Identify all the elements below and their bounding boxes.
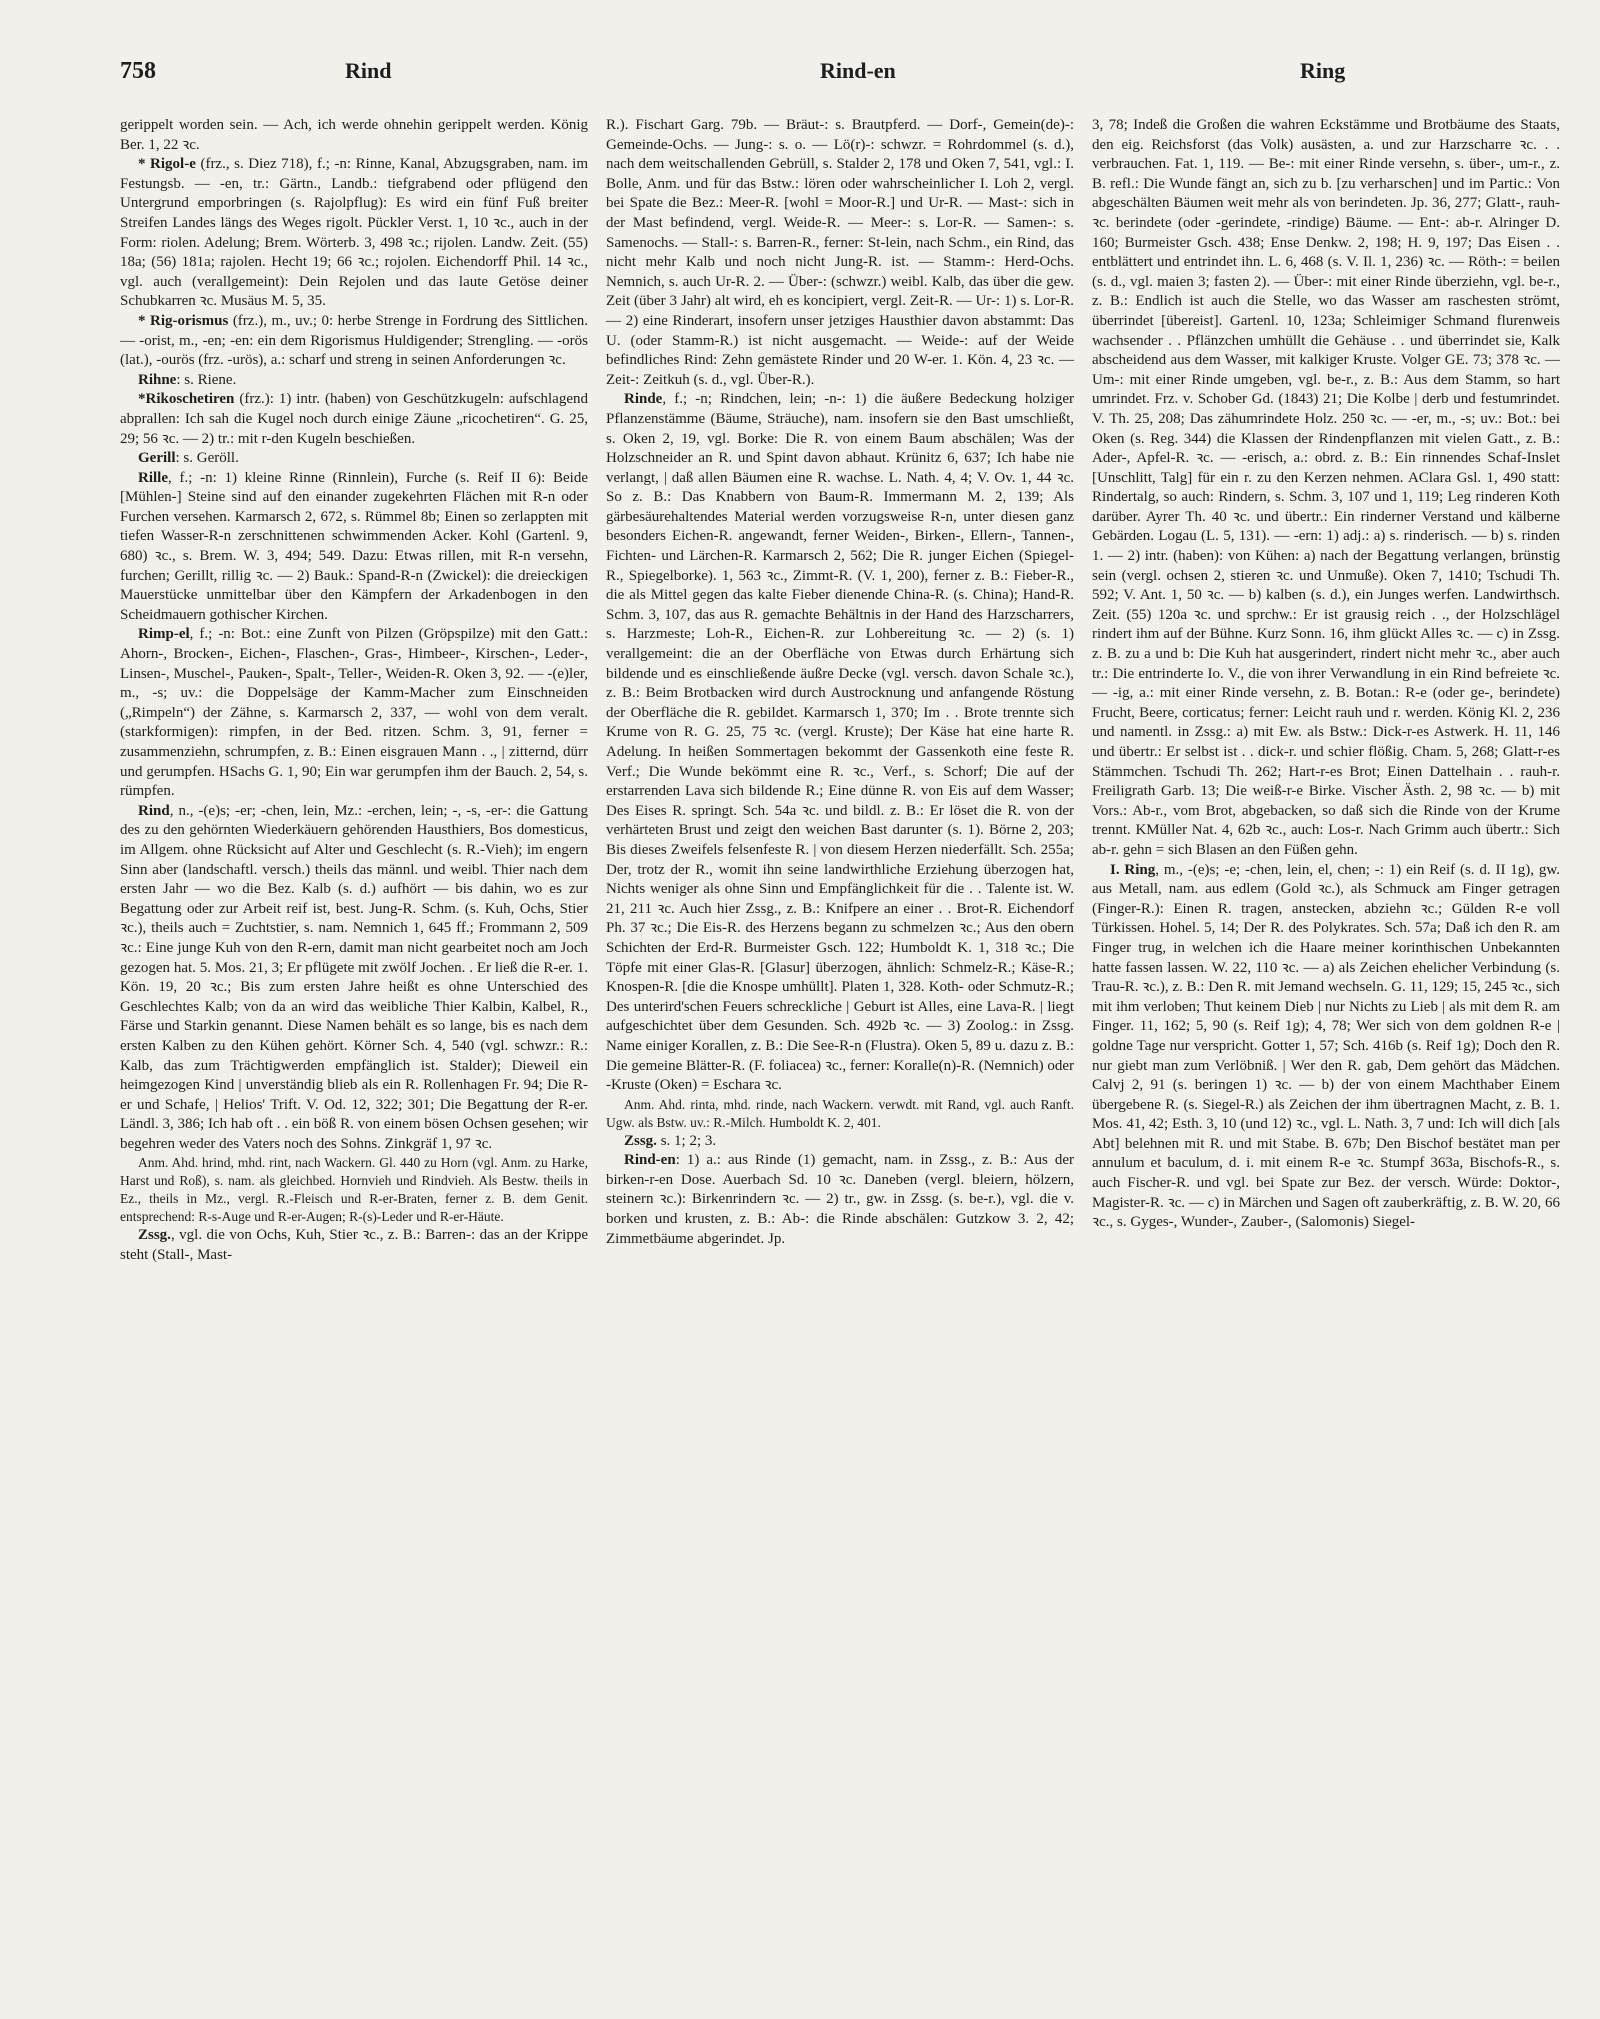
column-1 xyxy=(120,116,588,1996)
headword: Zssg. xyxy=(624,1132,657,1149)
running-header xyxy=(120,50,1560,90)
entry-continuation xyxy=(120,116,588,155)
headword: Rille xyxy=(138,469,168,486)
entry-rihne xyxy=(120,371,588,391)
entry-rind xyxy=(120,802,588,1155)
headword: Rihne xyxy=(138,371,177,388)
entry-gerill xyxy=(120,449,588,469)
column-3 xyxy=(1092,116,1560,1996)
entry-text: : s. Geröll. xyxy=(175,450,239,467)
headword: Rind-en xyxy=(624,1152,676,1169)
entry-rinde xyxy=(606,390,1074,1095)
entry-text: : 1) a.: aus Rinde (1) gemacht, nam. in Zssg., z. B.: Aus der birken-r-en Dose. Auerbach Sd. 10 ꝛc. Daneben (vergl. bleiern, hölzern, steinern ꝛc.): Birkenrindern ꝛc. — 2) tr., gw. in Zssg. (s. be-r.), vgl. die v. borken und krusten, z. B.: Ab-: die Rinde abschälen: Gutzkow 3. 2, 42; Zimmetbäume abgerindet. Jp. xyxy=(606,1152,1074,1247)
running-head-right: Ring xyxy=(1300,58,1346,83)
column-2 xyxy=(606,116,1074,1996)
headword: * Rig-orismus xyxy=(138,312,229,329)
headword: I. Ring xyxy=(1110,861,1156,878)
entry-text: (frz., s. Diez 718), f.; -n: Rinne, Kanal, Abzugsgraben, nam. im Festungsb. — -en, tr.: Gärtn., Landb.: tiefgrabend oder pflügend den Untergrund emporbringen (s. Rajolpflug): Es wird ein fünf Fuß breiter Streifen Landes längs des Weges rigolt. Pückler Verst. 1, 10 ꝛc., auch in der Form: riolen. Adelung; Brem. Wörterb. 3, 498 ꝛc.; rijolen. Landw. Zeit. (55) 18a; (56) 181a; rajolen. Hecht 19; 66 ꝛc.; rojolen. Eichendorff Phil. 14 ꝛc., vgl. auch (verallgemeint): Dein Rejolen und das laute Getöse deiner Schubkarren ꝛc. Musäus M. 5, 35. xyxy=(120,156,589,310)
entry-text: , f.; -n: 1) kleine Rinne (Rinnlein), Furche (s. Reif II 6): Beide [Mühlen-] Steine sind auf den einander zugekehrten Flächen mit R-n oder Furchen versehen. Karmarsch 2, 672, s. Rümmel 8b; Einen so zerlappten mit tiefen Wasser-R-n zerschnittenen schwimmenden Acker. Kohl (Gartenl. 9, 680) ꝛc., s. Brem. W. 3, 494; 549. Dazu: Etwas rillen, mit R-n versehn, furchen; Gerillt, rillig ꝛc. — 2) Bauk.: Spand-R-n (Zwickel): die dreieckigen Mauerstücke unmittelbar über den Kämpfern der Arkadenbogen in den Scheidmauern gothischer Kirchen. xyxy=(120,469,588,623)
entry-text: s. 1; 2; 3. xyxy=(656,1132,717,1149)
headword: Gerill xyxy=(138,450,176,467)
entry-text: R.). Fischart Garg. 79b. — Bräut-: s. Brautpferd. — Dorf-, Gemein(de)-: Gemeinde-Ochs. — Jung-: s. o. — Lö(r)-: schwzr. = Rohrdommel (s. d.), nach dem weitschallenden Gebrüll, s. Stalder 2, 178 und Oken 7, 541, vgl.: I. Bolle, Anm. und für das Bstw.: lören oder wahrscheinlicher I. Loh 2, vergl. bei Spate die Bez.: Meer-R. [wohl = Moor-R.] und Ur-R. — Mast-: sich in der Mast befindend, vergl. Weide-R. — Meer-: s. Lor-R. — Samen-: s. Samenochs. — Stall-: s. Barren-R., ferner: St-lein, nach Schm., ein Rind, das nicht mehr Kalb und noch nicht Jung-R. ist. — Stamm-: Herd-Ochs. Nemnich, s. auch Ur-R. 2. — Über-: (schwzr.) weibl. Kalb, das über die gew. Zeit (über 3 Jahr) alt wird, eh es koncipiert, vergl. Zeit-R. — Ur-: 1) s. Lor-R. — 2) eine Rinderart, insofern unser jetziges Hausthier davon abstammt: Das U. (oder Stamm-R.) ist nicht ausgemacht. — Weide-: auf der Weide befindliches Rind: Zehn gemästete Rinder und 20 W-er. 1. Kön. 4, 23 ꝛc. — Zeit-: Zeitkuh (s. d., vgl. Über-R.). xyxy=(606,117,1074,388)
entry-text: , m., -(e)s; -e; -chen, lein, el, chen; -: 1) ein Reif (s. d. II 1g), gw. aus Metall, nam. aus edlem (Gold ꝛc.), als Schmuck am Finger getragen (Finger-R.): Einen R. tragen, anstecken, abziehn ꝛc.; Gülden R-e voll Türkissen. Hohel. 5, 14; Der R. des Polykrates. Sch. 57a; Daß ich den R. am Finger trug, in welchen ich die Haare meiner korinthischen Unbekannten hatte fassen lassen. W. 22, 110 ꝛc. — a) als Zeichen ehelicher Verbindung (s. Trau-R. ꝛc.), z. B.: Den R. mit Jemand wechseln. G. 11, 129; 15, 245 ꝛc., sich mit ihm verloben; Thut keinem Dieb | nur Nichts zu Lieb | als mit dem R. am Finger. 11, 162; 5, 90 (s. Reif 1g); 4, 78; Wer sich von dem goldnen R-e | goldne Tage nur verspricht. Gotter 1, 57; Sch. 416b (s. Reif 1g); Doch den R. nur giebt man zum Verlöbniß. | Wer den R. gab, Dem gehört das Mädchen. Calvj 2, 91 (s. beringen 1) ꝛc. — b) der von einem Machthaber Einem übergebene R. (s. Siegel-R.) als Zeichen der ihm übertragnen Macht, z. B. 1. Mos. 41, 42; Esth. 3, 10 (und 12) ꝛc., vgl. L. Nath. 3, 7 und: Ich will dich [als Abt] belehnen mit R. und mit Stabe. B. 67b; Den Bischof bestätet man per annulum et baculum, d. i. mit einem R-e ꝛc. Stumpf 363a, Bischofs-R., s. auch Fischer-R. und vgl. bei Spate zur Bez. der versch. Würde: Doktor-, Magister-R. ꝛc. — c) in Märchen und Sagen oft zauberkräftig, z. B. W. 20, 66 ꝛc., s. Gyges-, Wunder-, Zauber-, (Salomonis) Siegel- xyxy=(1092,861,1560,1231)
entry-text: : s. Riene. xyxy=(176,371,237,388)
entry-continuation xyxy=(606,116,1074,390)
entry-text: Ahd. hrind, mhd. rint, nach Wackern. Gl. 440 zu Horn (vgl. Anm. zu Harke, Harst und Roß), s. nam. als gleichbed. Hornvieh und Rindvieh. Als Bestw. theils in Ez., theils in Mz., vergl. R.-Fleisch und R-er-Braten, ferner z. B. dem Genit. entsprechend: R-s-Auge und R-er-Augen; R-(s)-Leder und R-er-Häute. xyxy=(120,1155,588,1225)
entry-text: , f.; -n; Rindchen, lein; -n-: 1) die äußere Bedeckung holziger Pflanzenstämme (Bäume, Sträuche), nam. insofern sie den Bast umschließt, s. Oken 2, 19, vgl. Borke: Die R. von einem Baum abschälen; Was der Holzschneider an R. und Spint davon abhaut. Krünitz 6, 637; Ich habe nie verlangt, | daß allen Bäumen eine R. wachse. L. Nath. 4, 4; V. Ov. 1, 44 ꝛc. So z. B.: Das Knabbern von Baum-R. Immermann M. 2, 139; Als gärbesäurehaltendes Material werden vorzugsweise R-n, unter diesen ganz besonders Eichen-R. angewandt, ferner Weiden-, Birken-, Ellern-, Tannen-, Fichten- und Lärchen-R. Karmarsch 2, 562; Die R. junger Eichen (Spiegel-R., Spiegelborke). 1, 563 ꝛc., Zimmt-R. (V. 1, 200), ferner z. B.: Fieber-R., die als Mittel gegen das kalte Fieber dienende China-R. (s. China); Hand-R. Schm. 3, 107, das aus R. gemachte Behältnis in der Hand des Harzscharrers, s. Harzmeste; Loh-R., Eichen-R. zur Lohbereitung ꝛc. — 2) (s. 1) verallgemeint: die an der Oberfläche von Etwas durch Erhärtung sich bildende und es einschließende äußre Decke (vgl. versch. davon Schale ꝛc.), z. B.: Beim Brotbacken wird durch Austrocknung und anfangende Röstung der Oberfläche die R. gebildet. Karmarsch 1, 370; Im . . Brote trennte sich Krume von R. G. 25, 75 ꝛc. (vergl. Kruste); Der Käse hat eine harte R. Adelung. In heißen Sommertagen bekommt der Gassenkoth eine feste R. Verf.; Die Wunde bekömmt eine R. ꝛc., Verf., s. Schorf; Die auf der erstarrenden Lava sich bildende R.; Eine dünne R. von Eis auf dem Wasser; Des Eises R. springt. Sch. 54a ꝛc. und bildl. z. B.: Er löset die R. von der verhärteten Brust und zeigt den weichen Bast darunter (s. 1). Börne 2, 203; Bis dieses Zweifels felsenfeste R. | von diesem Herzen niederfällt. Sch. 255a; Der, trotz der R., womit ihn seine landwirthliche Erziehung überzogen hat, Nichts weniger als ohne Sinn und Empfänglichkeit für die . . Talente ist. W. 21, 211 ꝛc. Auch hier Zssg., z. B.: Knifpere an einer . . Brot-R. Eichendorf Ph. 37 ꝛc.; Die Eis-R. des Herzens begann zu schmelzen ꝛc.; Aus den obern Schichten der Erd-R. Burmeister Gsch. 122; Humboldt K. 1, 318 ꝛc.; Die Töpfe mit einer Glas-R. [Glasur] überzogen, ähnlich: Schmelz-R.; Käse-R.; Knospen-R. [die die Knospe umhüllt]. Platen 1, 328. Koth- oder Schmutz-R.; Des unterird'schen Feuers schreckliche | Geburt ist Alles, eine Lava-R. | liegt aufgeschichtet über dem Gesunden. Sch. 492b ꝛc. — 3) Zoolog.: in Zssg. Name einiger Korallen, z. B.: Die See-R-n (Flustra). Oken 5, 89 u. dazu z. B.: Die gemeine Blätter-R. (F. foliacea) ꝛc., ferner: Koralle(n)-R. (Nemnich) oder -Kruste (Oken) = Eschara ꝛc. xyxy=(606,391,1074,1094)
entry-rigorismus xyxy=(120,312,588,371)
running-head-center: Rind-en xyxy=(820,58,896,83)
entry-compounds xyxy=(606,1132,1074,1152)
entry-text: , vgl. die von Ochs, Kuh, Stier ꝛc., z. B.: Barren-: das an der Krippe steht (Stall-, Mast- xyxy=(120,1227,588,1264)
entry-note xyxy=(120,1154,588,1226)
entry-compounds xyxy=(120,1226,588,1265)
entry-rigole xyxy=(120,155,588,312)
page-number: 758 xyxy=(120,58,156,84)
headword: Zssg. xyxy=(138,1227,171,1244)
entry-text: , n., -(e)s; -er; -chen, lein, Mz.: -erchen, lein; -, -s, -er-: die Gattung des zu den gehörnten Wiederkäuern gehörenden Hausthiers, Bos domesticus, im Allgem. ohne Rücksicht auf Alter und Geschlecht (s. R.-Vieh); im engern Sinn aber (landschaftl. versch.) theils das männl. und weibl. Thier nach dem ersten Jahr — wo die Bez. Kalb (s. d.) aufhört — bis dahin, wo es zur Begattung oder zur Arbeit reif ist, best. Jung-R. Schm. (s. Kuh, Ochs, Stier ꝛc.), theils auch = Zuchtstier, s. nam. Nemnich 1, 645 ff.; Frommann 2, 509 ꝛc.: Eine junge Kuh von den R-ern, damit man nicht gearbeitet noch am Joch gezogen hat. 5. Mos. 21, 3; Er pflügete mit zwölf Jochen. . Er ließ die R-er. 1. Kön. 19, 20 ꝛc.; Bis zum ersten Jahre heißt es ohne Unterschied des Geschlechtes Kalb; von da an wird das weibliche Thier Kalbin, Kalbel, R., Färse und Starkin genannt. Diese Namen behält es so lange, bis es nach dem ersten Kalben zu den Kühen gehört. Körner Sch. 4, 540 (vgl. schwzr.: R.: Kalb, das zum Trächtigwerden empfänglich ist. Stalder); Dieweil ein heimgezogen Kind | unverständig blieb als ein R. Rollenhagen Fr. 94; Die R-er und Schafe, | Helios' Trift. V. Od. 12, 322; 301; Die Begattung der R-er. Ländl. 3, 386; Ich hab oft . . ein böß R. von einem bösen Ochsen gesehen; wir begehren weder des Vaters noch des Sohns. Zinkgräf 1, 97 ꝛc. xyxy=(120,802,588,1152)
headword: *Rikoschetiren xyxy=(138,391,235,408)
entry-note xyxy=(606,1096,1074,1132)
running-head-left: Rind xyxy=(345,58,392,83)
note-label: Anm. xyxy=(624,1096,655,1112)
headword: Rinde xyxy=(624,391,663,408)
entry-text: Ahd. rinta, mhd. rinde, nach Wackern. verwdt. mit Rand, vgl. auch Ranft. Ugw. als Bstw. uv.: R.-Milch. Humboldt K. 2, 401. xyxy=(606,1096,1074,1130)
entry-rinden xyxy=(606,1151,1074,1249)
headword: Rind xyxy=(138,802,170,819)
entry-text: 3, 78; Indeß die Großen die wahren Eckstämme und Brotbäume des Staats, den eig. Reichsforst (das Volk) ausästen, a. und zur Harzscharre ꝛc. . . verbrauchen. Fat. 1, 119. — Be-: mit einer Rinde versehn, s. über-, um-r., z. B. refl.: Die Wunde fängt an, sich zu b. [zu verharschen] und im Partic.: Von abgeschälten Bäumen weit mehr als von berindeten. Jp. 36, 277; Glatt-, rauh- ꝛc. berindete (oder -gerindete, -rindige) Bäume. — Ent-: ab-r. Alringer D. 160; Burmeister Gsch. 438; Ense Denkw. 2, 198; H. 9, 197; Das Eisen . . entblättert und entrindet ihn. L. 6, 468 (s. V. Il. 1, 236) ꝛc. — Röth-: = beilen (s. d., vgl. maien 3; fasten 2). — Über-: mit einer Rinde überziehn, vgl. be-r., z. B.: Endlich ist auch die Stelle, wo das Wasser am raschesten strömt, überrindet [übereist]. Gartenl. 10, 123a; Schleimiger Schmand flurenweis wachsender . . Pflänzchen umhüllt die Gehäuse . . und überrindet sie, Kalk abscheidend aus dem Wasser, mit kalkiger Kruste. Volger GE. 73; 378 ꝛc. — Um-: mit einer Rinde umgeben, vgl. be-r., z. B.: Aus dem Stamm, so hart umrindet. Frz. v. Schober Gd. (1843) 21; Die Kolbe | derb und festumrindet. V. Th. 25, 208; Das zähumrindete Holz. 250 ꝛc. — -er, m., -s; uv.: Bot.: bei Oken (s. Reg. 344) die Klassen der Rindenpflanzen mit vielen Gatt., z. B.: Ader-, Apfel-R. ꝛc. — -erisch, a.: obrd. z. B.: Ein rinnendes Schaf-Inslet [Unschlitt, Talg] für ein r. zu den Kerzen nehmen. AClara Gsl. 1, 490 statt: Rindertalg, so auch: Rindern, s. Schm. 3, 107 und 1, 119; Leg rinderen Koth darüber. Ayrer Th. 40 ꝛc. und übertr.: Ein rinderner Verstand und kälberne Gebärden. Logau (L. 5, 131). — -ern: 1) adj.: a) s. rinderisch. — b) s. rinden 1. — 2) intr. (haben): von Kühen: a) nach der Begattung verlangen, brünstig sein (vergl. ochsen 2, stieren ꝛc. und Unmuße). Oken 7, 1410; Tschudi Th. 592; V. Ant. 1, 50 ꝛc. — b) kalben (s. d.), ein Junges werfen. Landwirthsch. Zeit. (55) 120a ꝛc. und sprchw.: Er ist grausig reich . ., der Holzschlägel rindert ihm auf der Bühne. Kurz Sonn. 16, ihm glückt Alles ꝛc. — c) in Zssg. z. B. zu a und b: Die Kuh hat ausgerindert, rindert nicht mehr ꝛc., aber auch tr.: Die entrinderte Io. V., die von ihrer Verwandlung in ein Rind befreiete ꝛc. — -ig, a.: mit einer Rinde versehn, z. B. Botan.: R-e (oder ge-, berindete) Frucht, Beere, corticatus; ferner: Leicht rauh und r. werden. König Kl. 2, 236 und namentl. in Zssg.: a) mit Ew. als Bstw.: Dick-r-es Astwerk. H. 11, 146 und übertr.: Er selbst ist . . dick-r. und schier flößig. Cham. 5, 268; Glatt-r-es Stämmchen. Tschudi Th. 262; Hart-r-es Brot; Einen Dattelhain . . rauh-r. Freiligrath Garb. 13; Die weiß-r-e Birke. Vischer Ästh. 2, 98 ꝛc. — b) mit Vors.: Ab-r., vom Brot, abgebacken, so daß sich die Rinde von der Krume trennt. KMüller Nat. 4, 62b ꝛc., auch: Los-r. Nach Grimm auch übertr.: Sich ab-r. gehn = sich Blasen an den Füßen gehn. xyxy=(1092,117,1560,858)
entry-rikoschetiren xyxy=(120,390,588,449)
entry-ring xyxy=(1092,861,1560,1233)
note-label: Anm. xyxy=(138,1155,169,1171)
entry-rimpel xyxy=(120,625,588,801)
entry-rille xyxy=(120,469,588,626)
entry-text: (frz.), m., uv.; 0: herbe Strenge in Fordrung des Sittlichen. — -orist, m., -en; -en: ein dem Rigorismus Huldigender; Strengling. — -orös (lat.), -ourös (frz. -urös), a.: scharf und streng in seinen Anforderungen ꝛc. xyxy=(120,312,588,369)
headword: * Rigol-e xyxy=(138,156,196,173)
headword: Rimp-el xyxy=(138,626,190,643)
entry-continuation xyxy=(1092,116,1560,861)
entry-text: , f.; -n: Bot.: eine Zunft von Pilzen (Gröpspilze) mit den Gatt.: Ahorn-, Brocken-, Eichen-, Flaschen-, Gras-, Himbeer-, Kirschen-, Leder-, Linsen-, Muschel-, Pauken-, Spalt-, Teller-, Weiden-R. Oken 3, 92. — -(e)ler, m., -s; uv.: die Doppelsäge der Kamm-Macher zum Einschneiden („Rimpeln“) der Zähne, s. Karmarsch 2, 337, — wohl von dem veralt. (starkformigen): rimpfen, in der Bed. ritzen. Schm. 3, 91, ferner = zusammenziehn, schrumpfen, z. B.: Einen eisgrauen Mann . ., | zitternd, dürr und gerumpfen. HSachs G. 1, 90; Ein war gerumpfen ihm der Bauch. 2, 54, s. rümpfen. xyxy=(120,626,588,800)
entry-text: (frz.): 1) intr. (haben) von Geschützkugeln: aufschlagend abprallen: Ich sah die Kugel noch durch einige Zäune „ricochetiren“. G. 25, 29; 56 ꝛc. — 2) tr.: mit r-den Kugeln beschießen. xyxy=(120,391,588,447)
entry-text: gerippelt worden sein. — Ach, ich werde ohnehin gerippelt werden. König Ber. 1, 22 ꝛc. xyxy=(120,117,588,153)
